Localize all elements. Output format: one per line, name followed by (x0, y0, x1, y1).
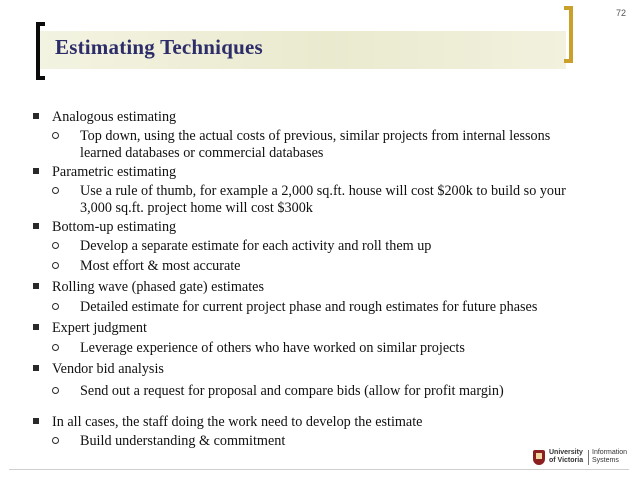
square-bullet-icon (33, 223, 39, 229)
ring-bullet-icon (52, 187, 59, 194)
sub-bullet-text: Develop a separate estimate for each activity and roll them up (80, 238, 432, 254)
square-bullet-icon (33, 283, 39, 289)
logo-separator (588, 450, 589, 465)
bullet-text: Analogous estimating (52, 109, 177, 125)
square-bullet-icon (33, 324, 39, 330)
bullet-text: In all cases, the staff doing the work need to develop the estimate (52, 414, 423, 430)
sub-bullet-text: Leverage experience of others who have worked on similar projects (80, 340, 465, 356)
ring-bullet-icon (52, 437, 59, 444)
sub-bullet-text: Use a rule of thumb, for example a 2,000 sq.ft. house will cost $200k to build so your (80, 183, 566, 199)
sub-bullet-text: Detailed estimate for current project phase and rough estimates for future phases (80, 299, 538, 315)
university-logo (533, 449, 628, 471)
logo-university-text: University of Victoria (549, 449, 584, 464)
sub-bullet-text: Most effort & most accurate (80, 258, 241, 274)
slide-number: 72 (615, 8, 626, 18)
sub-bullet-text: learned databases or commercial databases (80, 145, 324, 161)
square-bullet-icon (33, 365, 39, 371)
sub-bullet-text: Send out a request for proposal and compare bids (allow for profit margin) (80, 383, 504, 399)
ring-bullet-icon (52, 344, 59, 351)
bullet-text: Vendor bid analysis (52, 361, 164, 377)
sub-bullet-text: 3,000 sq.ft. project home will cost $300k (80, 200, 313, 216)
square-bullet-icon (33, 418, 39, 424)
bullet-text: Bottom-up estimating (52, 219, 177, 235)
square-bullet-icon (33, 168, 39, 174)
ring-bullet-icon (52, 387, 59, 394)
right-bracket-decoration (564, 6, 573, 63)
ring-bullet-icon (52, 303, 59, 310)
sub-bullet-text: Build understanding & commitment (80, 433, 286, 449)
ring-bullet-icon (52, 242, 59, 249)
bullet-text: Expert judgment (52, 320, 147, 336)
ring-bullet-icon (52, 262, 59, 269)
logo-department-text: Information Systems (592, 449, 628, 464)
slide-title: Estimating Techniques (55, 35, 263, 59)
left-bracket-decoration (36, 22, 45, 80)
crest-icon (533, 450, 545, 465)
bullet-text: Parametric estimating (52, 164, 177, 180)
bullet-text: Rolling wave (phased gate) estimates (52, 279, 264, 295)
sub-bullet-text: Top down, using the actual costs of previous, similar projects from internal lessons (80, 128, 551, 144)
ring-bullet-icon (52, 132, 59, 139)
square-bullet-icon (33, 113, 39, 119)
